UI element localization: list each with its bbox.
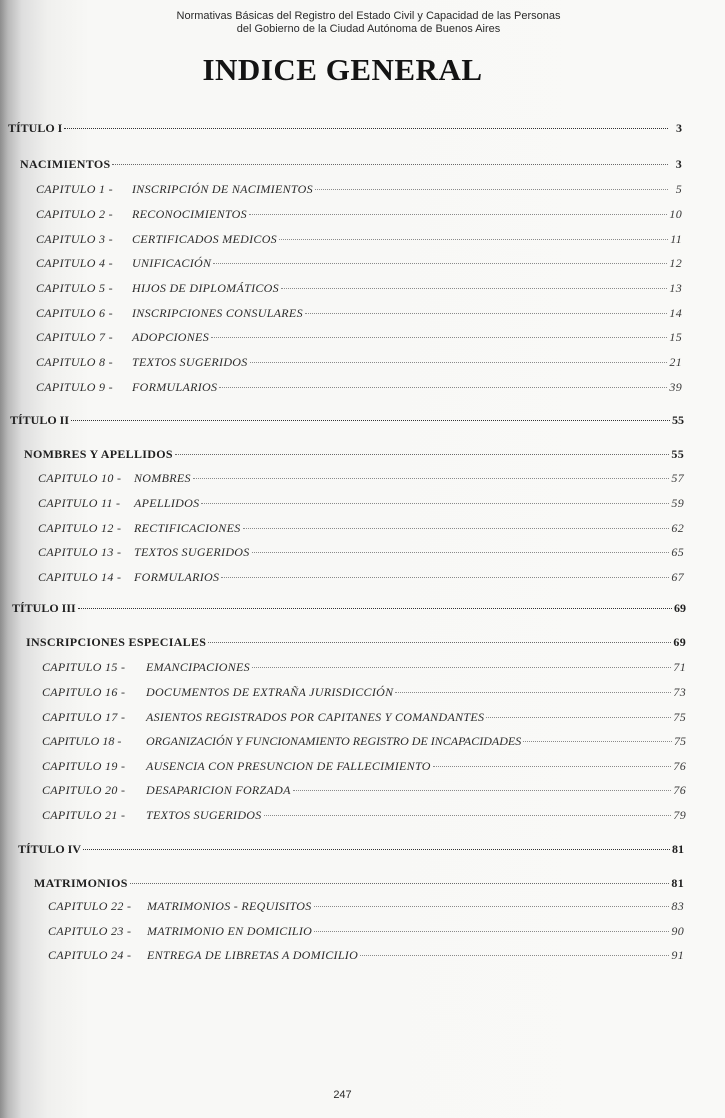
dot-leader <box>112 164 668 165</box>
toc-chapter-number: CAPITULO 1 - <box>36 182 113 196</box>
toc-page-number: 69 <box>673 635 686 649</box>
dot-leader <box>395 692 671 693</box>
toc-chapter-name: RECONOCIMIENTOS <box>132 207 247 221</box>
toc-chapter-19[interactable] <box>42 759 686 777</box>
toc-page-number: 81 <box>672 842 684 856</box>
toc-page-number: 69 <box>674 601 686 615</box>
toc-titulo-3[interactable] <box>12 601 686 619</box>
toc-chapter-name: RECTIFICACIONES <box>134 521 241 535</box>
toc-chapter-12[interactable] <box>38 521 684 539</box>
toc-section-label: NACIMIENTOS <box>20 157 111 171</box>
toc-chapter-name: UNIFICACIÓN <box>132 256 212 270</box>
page-title: INDICE GENERAL <box>202 52 483 87</box>
dot-leader <box>486 717 671 718</box>
dot-leader <box>193 478 670 479</box>
toc-page-number: 12 <box>669 256 682 270</box>
toc-chapter-16[interactable] <box>42 685 686 703</box>
dot-leader <box>208 642 671 643</box>
toc-section-inscripciones-especiales[interactable] <box>26 635 686 653</box>
toc-chapter-14[interactable] <box>38 570 684 588</box>
toc-chapter-2[interactable] <box>36 207 682 225</box>
toc-page-number: 10 <box>669 207 682 221</box>
dot-leader <box>433 766 672 767</box>
toc-page-number: 65 <box>671 545 684 559</box>
dot-leader <box>249 214 667 215</box>
toc-chapter-name: INSCRIPCIÓN DE NACIMIENTOS <box>132 182 313 196</box>
toc-chapter-21[interactable] <box>42 808 686 826</box>
toc-page-number: 75 <box>674 734 686 748</box>
dot-leader <box>360 955 669 956</box>
toc-chapter-number: CAPITULO 21 - <box>42 808 126 822</box>
toc-chapter-number: CAPITULO 20 - <box>42 783 126 797</box>
dot-leader <box>314 906 670 907</box>
toc-chapter-number: CAPITULO 16 - <box>42 685 126 699</box>
toc-chapter-number: CAPITULO 13 - <box>38 545 122 559</box>
toc-chapter-number: CAPITULO 17 - <box>42 710 126 724</box>
toc-chapter-name: ENTREGA DE LIBRETAS A DOMICILIO <box>147 948 359 962</box>
toc-chapter-name: EMANCIPACIONES <box>146 660 250 674</box>
toc-chapter-7[interactable] <box>36 330 682 348</box>
toc-chapter-number: CAPITULO 7 - <box>36 330 113 344</box>
toc-chapter-name: MATRIMONIO EN DOMICILIO <box>147 924 313 938</box>
toc-page-number: 73 <box>673 685 686 699</box>
toc-section-matrimonios[interactable] <box>34 876 684 894</box>
dot-leader <box>250 362 668 363</box>
toc-titulo-1[interactable] <box>8 121 682 139</box>
dot-leader <box>83 849 670 850</box>
toc-page-number: 21 <box>669 355 682 369</box>
toc-page-number: 15 <box>669 330 682 344</box>
toc-titulo-4[interactable] <box>18 842 684 860</box>
toc-titulo-label: TÍTULO IV <box>18 842 82 856</box>
toc-chapter-name: AUSENCIA CON PRESUNCION DE FALLECIMIENTO <box>146 759 431 773</box>
toc-page-number: 59 <box>671 496 684 510</box>
toc-chapter-number: CAPITULO 6 - <box>36 306 113 320</box>
toc-chapter-name: TEXTOS SUGERIDOS <box>146 808 262 822</box>
toc-chapter-name: NOMBRES <box>134 471 191 485</box>
dot-leader <box>78 608 672 609</box>
dot-leader <box>130 883 670 884</box>
toc-section-nacimientos[interactable] <box>20 157 682 175</box>
toc-titulo-label: TÍTULO II <box>10 413 70 427</box>
toc-chapter-name: ADOPCIONES <box>132 330 209 344</box>
dot-leader <box>175 454 670 455</box>
toc-page-number: 14 <box>669 306 682 320</box>
toc-chapter-13[interactable] <box>38 545 684 563</box>
toc-chapter-number: CAPITULO 5 - <box>36 281 113 295</box>
toc-chapter-number: CAPITULO 14 - <box>38 570 122 584</box>
toc-chapter-number: CAPITULO 11 - <box>38 496 121 510</box>
toc-page-number: 55 <box>671 447 684 461</box>
toc-page-number: 13 <box>669 281 682 295</box>
dot-leader <box>523 741 672 742</box>
toc-chapter-name: ORGANIZACIÓN Y FUNCIONAMIENTO REGISTRO DE INCAPACIDADES <box>146 734 522 748</box>
toc-chapter-24[interactable] <box>48 948 684 966</box>
toc-chapter-name: HIJOS DE DIPLOMÁTICOS <box>132 281 279 295</box>
toc-page-number: 76 <box>673 783 686 797</box>
toc-titulo-2[interactable] <box>10 413 684 431</box>
toc-chapter-18[interactable] <box>42 734 686 752</box>
toc-page-number: 3 <box>675 157 682 171</box>
toc-chapter-number: CAPITULO 2 - <box>36 207 113 221</box>
toc-chapter-number: CAPITULO 24 - <box>48 948 132 962</box>
toc-page-number: 39 <box>669 380 682 394</box>
dot-leader <box>264 815 672 816</box>
toc-chapter-6[interactable] <box>36 306 682 324</box>
toc-chapter-9[interactable] <box>36 380 682 398</box>
running-header-line-1: Normativas Básicas del Registro del Estado Civil y Capacidad de las Personas <box>176 10 561 22</box>
toc-chapter-name: APELLIDOS <box>134 496 200 510</box>
toc-chapter-name: CERTIFICADOS MEDICOS <box>132 232 277 246</box>
dot-leader <box>252 667 671 668</box>
toc-page-number: 71 <box>673 660 686 674</box>
toc-page-number: 75 <box>673 710 686 724</box>
toc-chapter-20[interactable] <box>42 783 686 801</box>
page-number-footer: 247 <box>333 1089 352 1101</box>
toc-chapter-1[interactable] <box>36 182 682 200</box>
toc-chapter-number: CAPITULO 19 - <box>42 759 126 773</box>
toc-page-number: 76 <box>673 759 686 773</box>
dot-leader <box>64 128 668 129</box>
toc-page-number: 81 <box>671 876 684 890</box>
toc-section-label: INSCRIPCIONES ESPECIALES <box>26 635 207 649</box>
toc-chapter-name: ASIENTOS REGISTRADOS POR CAPITANES Y COMANDANTES <box>146 710 485 724</box>
dot-leader <box>221 577 669 578</box>
toc-chapter-number: CAPITULO 8 - <box>36 355 113 369</box>
toc-chapter-17[interactable] <box>42 710 686 728</box>
toc-chapter-number: CAPITULO 15 - <box>42 660 126 674</box>
dot-leader <box>201 503 669 504</box>
toc-chapter-number: CAPITULO 22 - <box>48 899 132 913</box>
toc-chapter-15[interactable] <box>42 660 686 678</box>
dot-leader <box>279 239 668 240</box>
toc-page-number: 62 <box>671 521 684 535</box>
toc-page-number: 5 <box>675 182 682 196</box>
toc-chapter-number: CAPITULO 10 - <box>38 471 122 485</box>
toc-chapter-number: CAPITULO 12 - <box>38 521 122 535</box>
toc-page-number: 57 <box>671 471 684 485</box>
toc-page-number: 83 <box>671 899 684 913</box>
dot-leader <box>219 387 667 388</box>
toc-section-label: MATRIMONIOS <box>34 876 128 890</box>
toc-chapter-10[interactable] <box>38 471 684 489</box>
toc-chapter-number: CAPITULO 23 - <box>48 924 132 938</box>
toc-chapter-name: TEXTOS SUGERIDOS <box>132 355 248 369</box>
dot-leader <box>71 420 670 421</box>
dot-leader <box>211 337 667 338</box>
dot-leader <box>281 288 667 289</box>
running-header-line-2: del Gobierno de la Ciudad Autónoma de Buenos Aires <box>236 23 501 35</box>
toc-chapter-number: CAPITULO 18 - <box>42 734 122 748</box>
toc-chapter-number: CAPITULO 9 - <box>36 380 113 394</box>
toc-chapter-name: DOCUMENTOS DE EXTRAÑA JURISDICCIÓN <box>146 685 394 699</box>
toc-chapter-8[interactable] <box>36 355 682 373</box>
toc-chapter-name: TEXTOS SUGERIDOS <box>134 545 250 559</box>
toc-page-number: 11 <box>670 232 682 246</box>
toc-page-number: 55 <box>672 413 684 427</box>
toc-titulo-label: TÍTULO III <box>12 601 76 615</box>
toc-chapter-name: INSCRIPCIONES CONSULARES <box>132 306 303 320</box>
toc-section-nombres-y-apellidos[interactable] <box>24 447 684 465</box>
toc-page-number: 3 <box>676 121 682 135</box>
toc-chapter-22[interactable] <box>48 899 684 917</box>
toc-section-label: NOMBRES Y APELLIDOS <box>24 447 173 461</box>
dot-leader <box>243 528 670 529</box>
toc-chapter-5[interactable] <box>36 281 682 299</box>
toc-titulo-label: TÍTULO I <box>8 121 63 135</box>
toc-chapter-name: MATRIMONIOS - REQUISITOS <box>147 899 312 913</box>
dot-leader <box>252 552 670 553</box>
dot-leader <box>213 263 667 264</box>
dot-leader <box>293 790 672 791</box>
toc-page-number: 91 <box>671 948 684 962</box>
toc-chapter-name: FORMULARIOS <box>132 380 218 394</box>
toc-chapter-name: DESAPARICION FORZADA <box>146 783 291 797</box>
toc-page-number: 67 <box>671 570 684 584</box>
toc-chapter-4[interactable] <box>36 256 682 274</box>
toc-chapter-3[interactable] <box>36 232 682 250</box>
toc-page-number: 90 <box>671 924 684 938</box>
toc-chapter-11[interactable] <box>38 496 684 514</box>
toc-chapter-name: FORMULARIOS <box>134 570 220 584</box>
toc-page-number: 79 <box>673 808 686 822</box>
dot-leader <box>305 313 668 314</box>
toc-chapter-number: CAPITULO 3 - <box>36 232 113 246</box>
dot-leader <box>314 931 669 932</box>
toc-chapter-number: CAPITULO 4 - <box>36 256 113 270</box>
dot-leader <box>315 189 668 190</box>
toc-chapter-23[interactable] <box>48 924 684 942</box>
